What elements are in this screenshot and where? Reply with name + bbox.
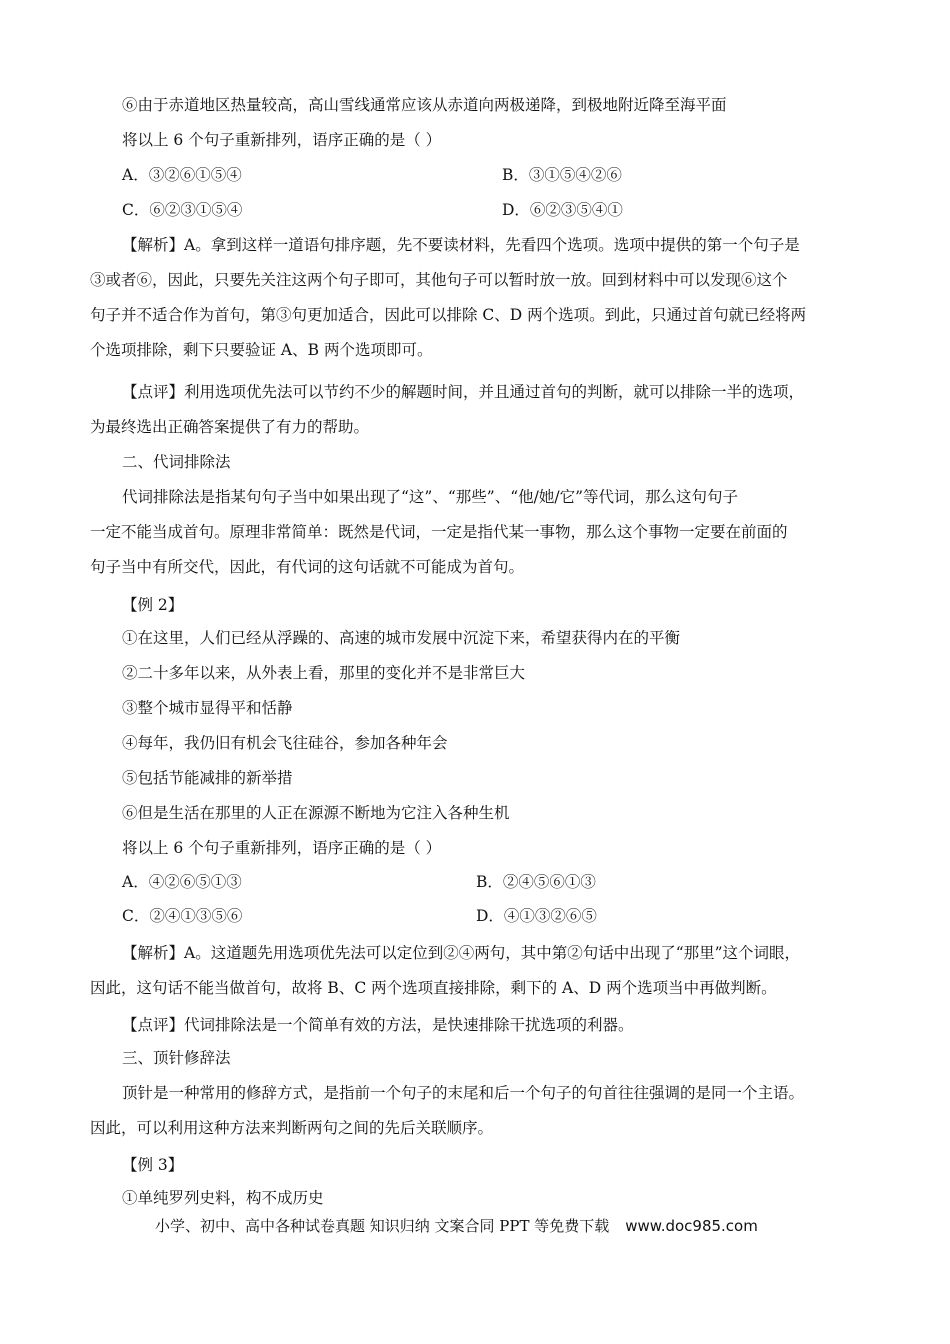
section-3-para-line-2: 因此，可以利用这种方法来判断两句之间的先后关联顺序。 — [90, 1119, 494, 1137]
q1-option-a: A．③②⑥①⑤④ — [122, 166, 242, 184]
comment-2: 【点评】代词排除法是一个简单有效的方法，是快速排除干扰选项的利器。 — [122, 1016, 634, 1034]
q1-option-d: D．⑥②③⑤④① — [502, 201, 623, 219]
section-3-para-line-1: 顶针是一种常用的修辞方式，是指前一个句子的末尾和后一个句子的句首往往强调的是同一个主语。 — [122, 1084, 805, 1102]
q2-option-c: C．②④①③⑤⑥ — [122, 907, 243, 925]
section-2-para-line-1: 代词排除法是指某句句子当中如果出现了“这”、“那些”、“他/她/它”等代词，那么这句句子 — [122, 488, 738, 506]
comment-1-line-2: 为最终选出正确答案提供了有力的帮助。 — [90, 418, 370, 436]
q1-option-c: C．⑥②③①⑤④ — [122, 201, 243, 219]
sentence-6: ⑥由于赤道地区热量较高，高山雪线通常应该从赤道向两极递降，到极地附近降至海平面 — [122, 96, 727, 114]
analysis-1-line-1: 【解析】A。拿到这样一道语句排序题，先不要读材料，先看四个选项。选项中提供的第一个句子是 — [122, 236, 800, 254]
question-2-stem: 将以上 6 个句子重新排列，语序正确的是（ ） — [122, 839, 442, 857]
analysis-2-line-2: 因此，这句话不能当做首句，故将 B、C 两个选项直接排除，剩下的 A、D 两个选项当中再做判断。 — [90, 979, 777, 997]
question-1-stem: 将以上 6 个句子重新排列，语序正确的是（ ） — [122, 131, 442, 149]
q2-option-d: D．④①③②⑥⑤ — [476, 907, 597, 925]
footer-text: 小学、初中、高中各种试卷真题 知识归纳 文案合同 PPT 等免费下载 — [155, 1217, 610, 1235]
example-2-sentence-2: ②二十多年以来，从外表上看，那里的变化并不是非常巨大 — [122, 664, 526, 682]
section-heading-3: 三、顶针修辞法 — [122, 1049, 231, 1067]
q2-option-a: A．④②⑥⑤①③ — [122, 873, 242, 891]
section-2-para-line-2: 一定不能当成首句。原理非常简单：既然是代词，一定是指代某一事物，那么这个事物一定要在前面的 — [90, 523, 788, 541]
page-footer — [155, 1216, 758, 1236]
example-2-sentence-1: ①在这里，人们已经从浮躁的、高速的城市发展中沉淀下来，希望获得内在的平衡 — [122, 629, 681, 647]
comment-1-line-1: 【点评】利用选项优先法可以节约不少的解题时间，并且通过首句的判断，就可以排除一半的选项， — [122, 383, 805, 401]
example-2-sentence-3: ③整个城市显得平和恬静 — [122, 699, 293, 717]
analysis-1-line-4: 个选项排除，剩下只要验证 A、B 两个选项即可。 — [90, 341, 433, 359]
footer-url-link[interactable]: www.doc985.com — [625, 1217, 758, 1235]
example-2-sentence-5: ⑤包括节能减排的新举措 — [122, 769, 293, 787]
example-2-sentence-6: ⑥但是生活在那里的人正在源源不断地为它注入各种生机 — [122, 804, 510, 822]
q1-option-b: B．③①⑤④②⑥ — [502, 166, 622, 184]
example-2-sentence-4: ④每年，我仍旧有机会飞往硅谷，参加各种年会 — [122, 734, 448, 752]
analysis-1-line-2: ③或者⑥，因此，只要先关注这两个句子即可，其他句子可以暂时放一放。回到材料中可以发现⑥这个 — [90, 271, 788, 289]
analysis-1-line-3: 句子并不适合作为首句，第③句更加适合，因此可以排除 C、D 两个选项。到此，只通过首句就已经将两 — [90, 306, 807, 324]
q2-option-b: B．②④⑤⑥①③ — [476, 873, 596, 891]
analysis-2-line-1: 【解析】A。这道题先用选项优先法可以定位到②④两句，其中第②句话中出现了“那里”这个词眼， — [122, 944, 801, 962]
example-3-sentence-1: ①单纯罗列史料，构不成历史 — [122, 1189, 324, 1207]
example-2-label: 【例 2】 — [122, 596, 184, 614]
example-3-label: 【例 3】 — [122, 1156, 184, 1174]
section-2-para-line-3: 句子当中有所交代，因此，有代词的这句话就不可能成为首句。 — [90, 558, 525, 576]
section-heading-2: 二、代词排除法 — [122, 453, 231, 471]
